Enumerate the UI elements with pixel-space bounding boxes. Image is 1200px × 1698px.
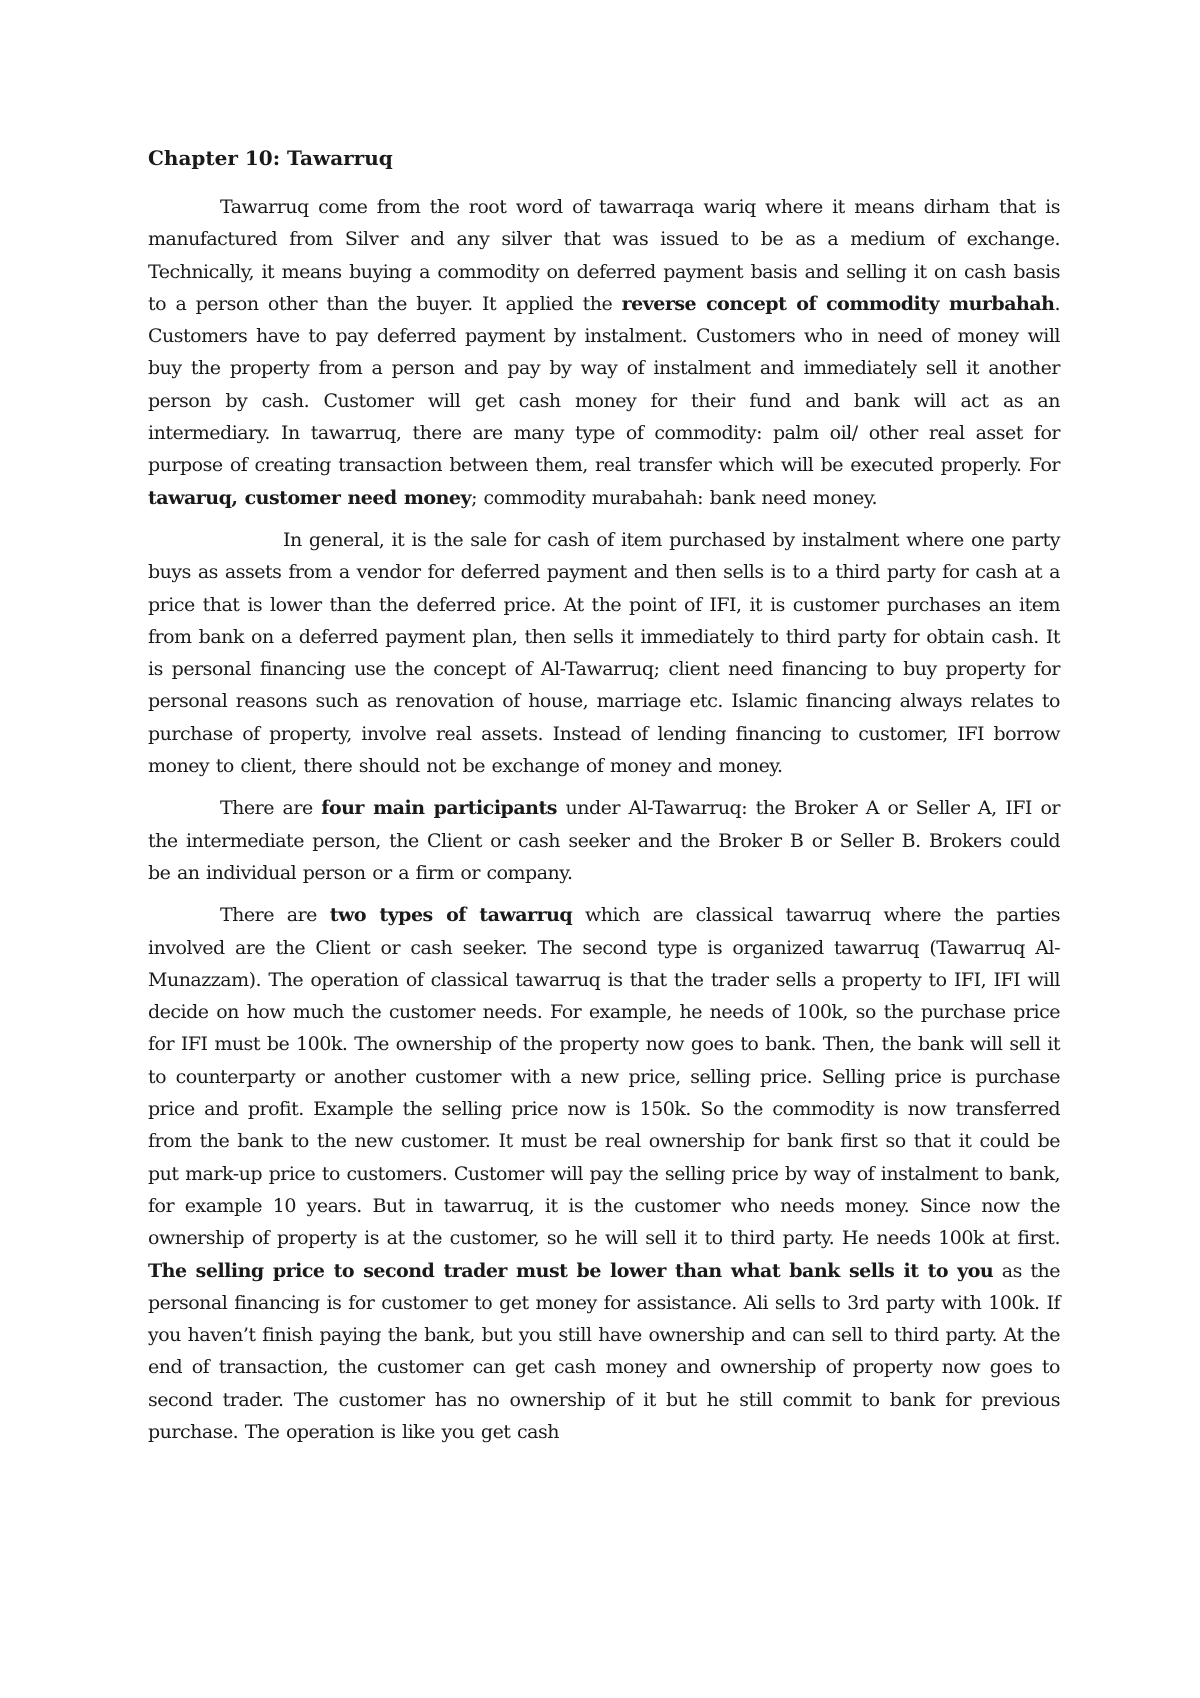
bold-text: The selling price to second trader must be lower than what bank sells it to you xyxy=(148,1259,994,1282)
chapter-title: Chapter 10: Tawarruq xyxy=(148,146,393,170)
text-run: which are classical tawarruq where the parties involved are the Client or cash seeker. The second type is organized tawarruq (Tawarruq Al-Munazzam). The operation of classical tawarruq is that the trader sells a property to IFI, IFI will decide on how much the customer needs. For example, he needs of 100k, so the purchase price for IFI must be 100k. The ownership of the property now goes to bank. Then, the bank will sell it to counterparty or another customer with a new price, selling price. Selling price is purchase price and profit. Example the selling price now is 150k. So the commodity is now transferred from the bank to the new customer. It must be real ownership for bank first so that it could be put mark-up price to customers. Customer will pay the selling price by way of instalment to bank, for example 10 years. But in tawarruq, it is the customer who needs money. Since now the ownership of property is at the customer, so he will sell it to third party. He needs 100k at first. xyxy=(148,904,1061,1250)
document-page xyxy=(148,145,1060,1448)
bold-text: four main participants xyxy=(321,797,557,820)
text-run: There are xyxy=(220,797,322,820)
bold-text: two types of tawarruq xyxy=(329,904,573,927)
text-run: Tawarruq come from the root word of tawarraqa wariq where it means dirham that is manufactured from Silver and any silver that was issued to be as a medium of exchange. Technically, it means buying a commodity on deferred payment basis and selling it on cash basis to a person other than the buyer. It applied the xyxy=(148,196,1060,315)
text-run: There are xyxy=(220,904,330,927)
paragraph-participants xyxy=(148,792,1060,889)
paragraph-general: In general, it is the sale for cash of item purchased by instalment where one party buys as assets from a vendor for deferred payment and then sells is to a third party for cash at a price that is lower than the deferred price. At the point of IFI, it is customer purchases an item from bank on a deferred payment plan, then sells it immediately to third party for obtain cash. It is personal financing use the concept of Al-Tawarruq; client need financing to buy property for personal reasons such as renovation of house, marriage etc. Islamic financing always relates to purchase of property, involve real assets. Instead of lending financing to customer, IFI borrow money to client, there should not be exchange of money and money. xyxy=(148,528,1060,778)
paragraph-definition xyxy=(148,191,1060,514)
text-run: as the personal financing is for customer to get money for assistance. Ali sells to 3rd party with 100k. If you haven’t finish paying the bank, but you still have ownership and can sell to third party. At the end of transaction, the customer can get cash money and ownership of property now goes to second trader. The customer has no ownership of it but he still commit to bank for previous purchase. The operation is like you get cash xyxy=(148,1259,1060,1443)
bold-text: tawaruq, customer need money xyxy=(148,486,472,509)
text-run: ; commodity murabahah: bank need money. xyxy=(471,486,877,509)
text-run: under Al-Tawarruq: the Broker A or Seller A, IFI or the intermediate person, the Client or cash seeker and the Broker B or Seller B. Brokers could be an individual person or a firm or company. xyxy=(148,797,1060,884)
text-run: . Customers have to pay deferred payment by instalment. Customers who in need of money will buy the property from a person and pay by way of instalment and immediately sell it another person by cash. Customer will get cash money for their fund and bank will act as an intermediary. In tawarruq, there are many type of commodity: palm oil/ other real asset for purpose of creating transaction between them, real transfer which will be executed properly. For xyxy=(148,292,1060,477)
bold-text: reverse concept of commodity murbahah xyxy=(621,292,1055,315)
paragraph-types xyxy=(148,899,1060,1448)
